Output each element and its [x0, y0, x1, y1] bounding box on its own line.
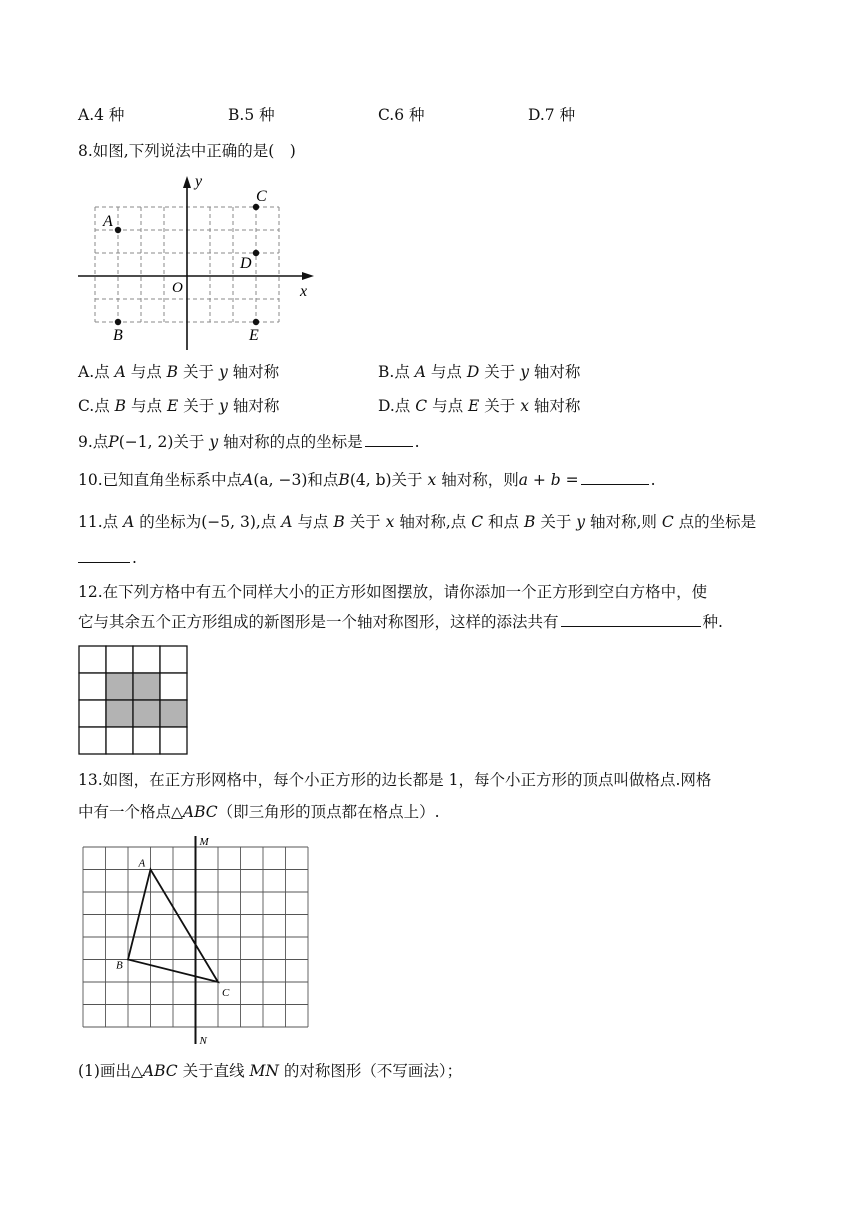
q8-option-a: A.点 A 与点 B 关于 y 轴对称	[78, 363, 280, 381]
q13-line2: 中有一个格点△ABC（即三角形的顶点都在格点上）.	[78, 803, 440, 821]
q7-option-d: D.7 种	[528, 106, 576, 124]
q8-x-axis-label: x	[300, 283, 308, 300]
q12-empty-square	[160, 727, 187, 754]
q8-point-label-C: C	[256, 188, 267, 205]
q8-option-d: D.点 C 与点 E 关于 x 轴对称	[378, 397, 581, 415]
q8-y-axis-arrow	[183, 176, 191, 188]
q13-line1: 13.如图，在正方形网格中，每个小正方形的边长都是 1，每个小正方形的顶点叫做格点.网格	[78, 771, 712, 789]
q12-empty-square	[79, 673, 106, 700]
q12-filled-square	[106, 673, 133, 700]
q8-point-label-E: E	[249, 327, 259, 344]
q8-point-E	[253, 319, 259, 325]
q8-stem: 8.如图,下列说法中正确的是( )	[78, 142, 296, 160]
q12-answer-blank[interactable]	[561, 612, 701, 627]
q13-grid-figure	[80, 834, 312, 1048]
q12-empty-square	[133, 727, 160, 754]
q8-option-b: B.点 A 与点 D 关于 y 轴对称	[378, 363, 581, 381]
q13-vertex-label-C: C	[222, 987, 230, 999]
q11-text: 11.点 A 的坐标为(−5, 3),点 A 与点 B 关于 x 轴对称,点 C 和点 B 关于 y 轴对称,则 C 点的坐标是	[78, 513, 757, 531]
q13-label-m: M	[199, 836, 209, 848]
q12-filled-square	[133, 673, 160, 700]
q12-square-grid	[78, 645, 190, 755]
q12-empty-square	[133, 646, 160, 673]
q8-point-A	[115, 227, 121, 233]
q12-empty-square	[79, 646, 106, 673]
q12-empty-square	[79, 727, 106, 754]
q8-option-c: C.点 B 与点 E 关于 y 轴对称	[78, 397, 280, 415]
q11-answer-blank[interactable]	[78, 548, 130, 563]
q7-option-b: B.5 种	[228, 106, 275, 124]
q8-point-B	[115, 319, 121, 325]
q7-option-c: C.6 种	[378, 106, 425, 124]
q11-answer-line: .	[78, 548, 137, 568]
q13-label-n: N	[199, 1035, 207, 1047]
q9-answer-blank[interactable]	[365, 432, 413, 447]
q8-coordinate-figure	[74, 172, 324, 354]
q13-vertex-label-A: A	[138, 857, 146, 870]
q12-line2: 它与其余五个正方形组成的新图形是一个轴对称图形，这样的添法共有 种.	[78, 613, 723, 631]
q12-empty-square	[79, 700, 106, 727]
q10-answer-blank[interactable]	[581, 470, 649, 485]
q12-empty-square	[106, 646, 133, 673]
q10-text: 10.已知直角坐标系中点A(a, −3)和点B(4, b)关于 x 轴对称，则a + b = .	[78, 471, 656, 489]
q12-empty-square	[160, 673, 187, 700]
q8-origin-label: O	[172, 280, 183, 296]
q8-point-D	[253, 250, 259, 256]
q12-empty-square	[160, 646, 187, 673]
q12-empty-square	[106, 727, 133, 754]
q13-vertex-label-B: B	[116, 959, 123, 972]
q12-filled-square	[160, 700, 187, 727]
q8-point-label-A: A	[103, 213, 113, 230]
q8-x-axis-arrow	[302, 272, 314, 280]
q8-point-label-B: B	[113, 327, 123, 344]
q12-filled-square	[106, 700, 133, 727]
q12-line1: 12.在下列方格中有五个同样大小的正方形如图摆放，请你添加一个正方形到空白方格中，使	[78, 583, 708, 601]
q12-filled-square	[133, 700, 160, 727]
q8-point-label-D: D	[240, 255, 252, 272]
q13-sub1: (1)画出△ABC 关于直线 MN 的对称图形（不写画法）；	[78, 1062, 463, 1080]
q7-option-a: A.4 种	[78, 106, 125, 124]
q8-y-axis-label: y	[195, 173, 203, 190]
q9-text: 9.点P(−1, 2)关于 y 轴对称的点的坐标是 .	[78, 433, 420, 451]
